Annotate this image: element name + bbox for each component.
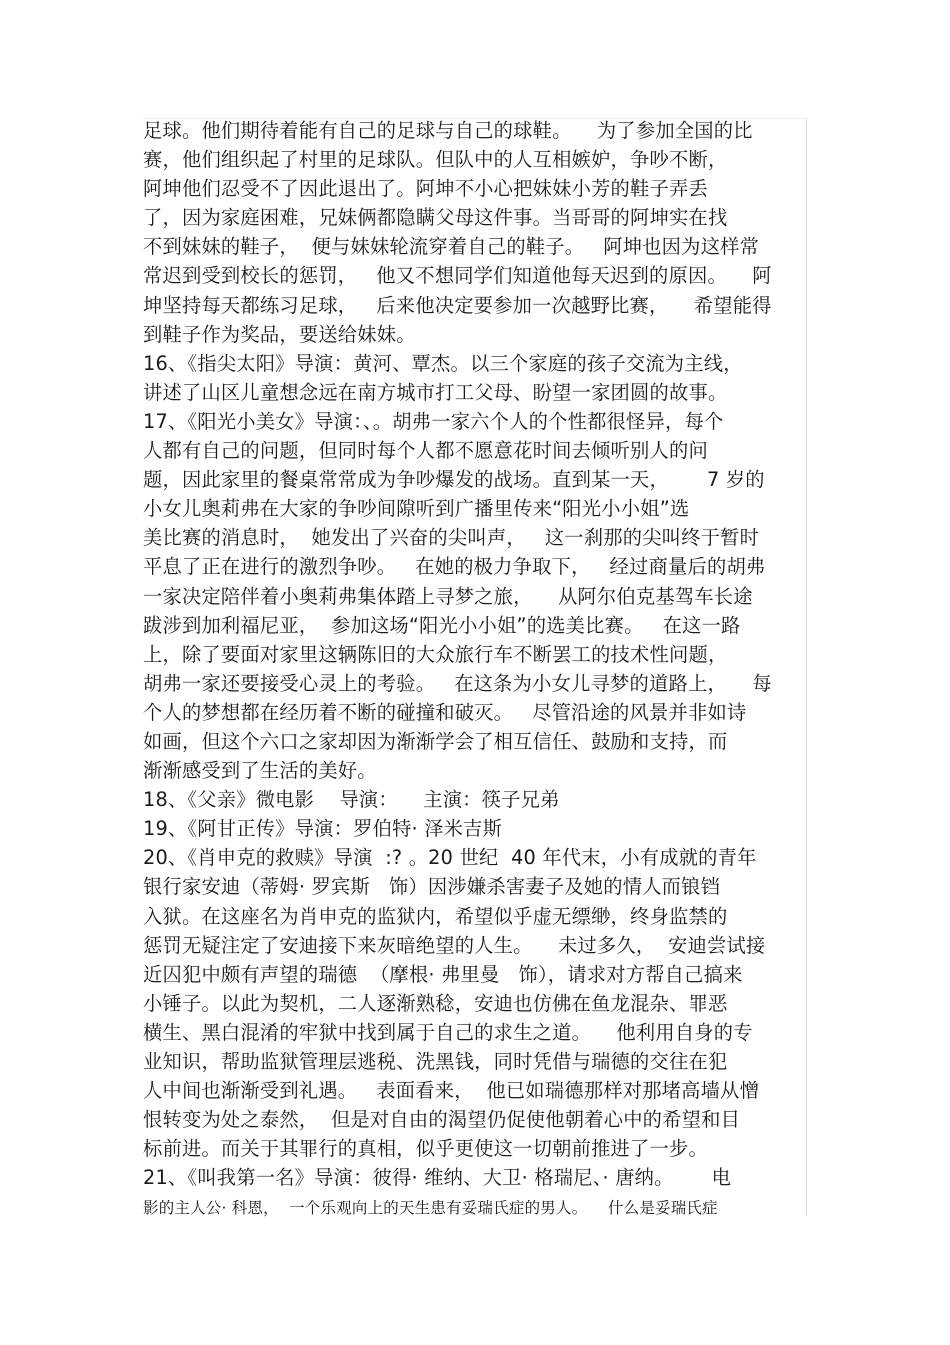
text-line: 个人的梦想都在经历着不断的碰撞和破灭。 尽管沿途的风景并非如诗 bbox=[143, 700, 747, 724]
text-line: 恨转变为处之泰然， 但是对自由的渴望仍促使他朝着心中的希望和目 bbox=[143, 1108, 741, 1132]
item-19-heading: 19、《阿甘正传》导演：罗伯特· 泽米吉斯 bbox=[143, 817, 503, 841]
text-line: 惩罚无疑注定了安迪接下来灰暗绝望的人生。 未过多久， 安迪尝试接 bbox=[143, 933, 766, 957]
text-line: 阿坤他们忍受不了因此退出了。阿坤不小心把妹妹小芳的鞋子弄丢 bbox=[143, 177, 708, 201]
text-line: 题，因此家里的餐桌常常成为争吵爆发的战场。直到某一天， 7 岁的 bbox=[143, 468, 765, 492]
text-line: 入狱。在这座名为肖申克的监狱内，希望似乎虚无缥缈，终身监禁的 bbox=[143, 904, 728, 928]
item-16-heading: 16、《指尖太阳》导演：黄河、覃杰。以三个家庭的孩子交流为主线， bbox=[143, 351, 743, 375]
text-line: 一家决定陪伴着小奥莉弗集体踏上寻梦之旅， 从阿尔伯克基驾车长途 bbox=[143, 584, 753, 608]
text-line: 常迟到受到校长的惩罚， 他又不想同学们知道他每天迟到的原因。 阿 bbox=[143, 264, 772, 288]
text-line: 平息了正在进行的激烈争吵。 在她的极力争取下， 经过商量后的胡弗 bbox=[143, 555, 766, 579]
text-line: 横生、黑白混淆的牢狱中找到属于自己的求生之道。 他利用自身的专 bbox=[143, 1020, 753, 1044]
text-line: 美比赛的消息时， 她发出了兴奋的尖叫声， 这一刹那的尖叫终于暂时 bbox=[143, 526, 760, 550]
text-line: 赛，他们组织起了村里的足球队。但队中的人互相嫉妒，争吵不断， bbox=[143, 148, 728, 172]
text-line: 影的主人公· 科恩， 一个乐观向上的天生患有妥瑞氏症的男人。 什么是妥瑞氏症 bbox=[143, 1199, 718, 1218]
text-line: 胡弗一家还要接受心灵上的考验。 在这条为小女儿寻梦的道路上， 每 bbox=[143, 671, 772, 695]
item-18-heading: 18、《父亲》微电影 导演： 主演：筷子兄弟 bbox=[143, 788, 560, 812]
text-line: 到鞋子作为奖品，要送给妹妹。 bbox=[143, 322, 416, 346]
text-line: 不到妹妹的鞋子， 便与妹妹轮流穿着自己的鞋子。 阿坤也因为这样常 bbox=[143, 235, 760, 259]
item-17-heading: 17、《阳光小美女》导演：、。胡弗一家六个人的个性都很怪异，每个 bbox=[143, 409, 724, 433]
item-21-heading: 21、《叫我第一名》导演：彼得· 维纳、大卫· 格瑞尼、· 唐纳。 电 bbox=[143, 1166, 732, 1190]
text-line: 足球。他们期待着能有自己的足球与自己的球鞋。 为了参加全国的比 bbox=[143, 119, 753, 142]
text-line: 渐渐感受到了生活的美好。 bbox=[143, 759, 377, 783]
item-20-heading: 20、《肖申克的救赎》导演 :? 。20 世纪 40 年代末，小有成就的青年 bbox=[143, 846, 757, 870]
text-line: 跋涉到加利福尼亚， 参加这场“阳光小小姐”的选美比赛。 在这一路 bbox=[143, 613, 741, 637]
text-line: 近囚犯中颇有声望的瑞德 （摩根· 弗里曼 饰），请求对方帮自己搞来 bbox=[143, 962, 743, 986]
text-line: 标前进。而关于其罪行的真相，似乎更使这一切朝前推进了一步。 bbox=[143, 1137, 708, 1161]
text-line: 上，除了要面对家里这辆陈旧的大众旅行车不断罢工的技术性问题， bbox=[143, 642, 728, 666]
text-line: 如画，但这个六口之家却因为渐渐学会了相互信任、鼓励和支持，而 bbox=[143, 729, 728, 753]
text-line: 人都有自己的问题，但同时每个人都不愿意花时间去倾听别人的问 bbox=[143, 439, 708, 463]
text-line: 银行家安迪（蒂姆· 罗宾斯 饰）因涉嫌杀害妻子及她的情人而锒铛 bbox=[143, 875, 721, 899]
text-line: 了，因为家庭困难，兄妹俩都隐瞒父母这件事。当哥哥的阿坤实在找 bbox=[143, 206, 728, 230]
text-line: 小女儿奥莉弗在大家的争吵间隙听到广播里传来“阳光小小姐”选 bbox=[143, 497, 690, 521]
text-line: 坤坚持每天都练习足球， 后来他决定要参加一次越野比赛， 希望能得 bbox=[143, 293, 772, 317]
text-line: 人中间也渐渐受到礼遇。 表面看来， 他已如瑞德那样对那堵高墙从憎 bbox=[143, 1079, 760, 1103]
text-line: 讲述了山区儿童想念远在南方城市打工父母、盼望一家团圆的故事。 bbox=[143, 380, 728, 404]
text-line: 小锤子。以此为契机，二人逐渐熟稔，安迪也仿佛在鱼龙混杂、罪恶 bbox=[143, 991, 728, 1015]
text-line: 业知识，帮助监狱管理层逃税、洗黑钱，同时凭借与瑞德的交往在犯 bbox=[143, 1050, 728, 1073]
document-body bbox=[143, 116, 808, 1224]
